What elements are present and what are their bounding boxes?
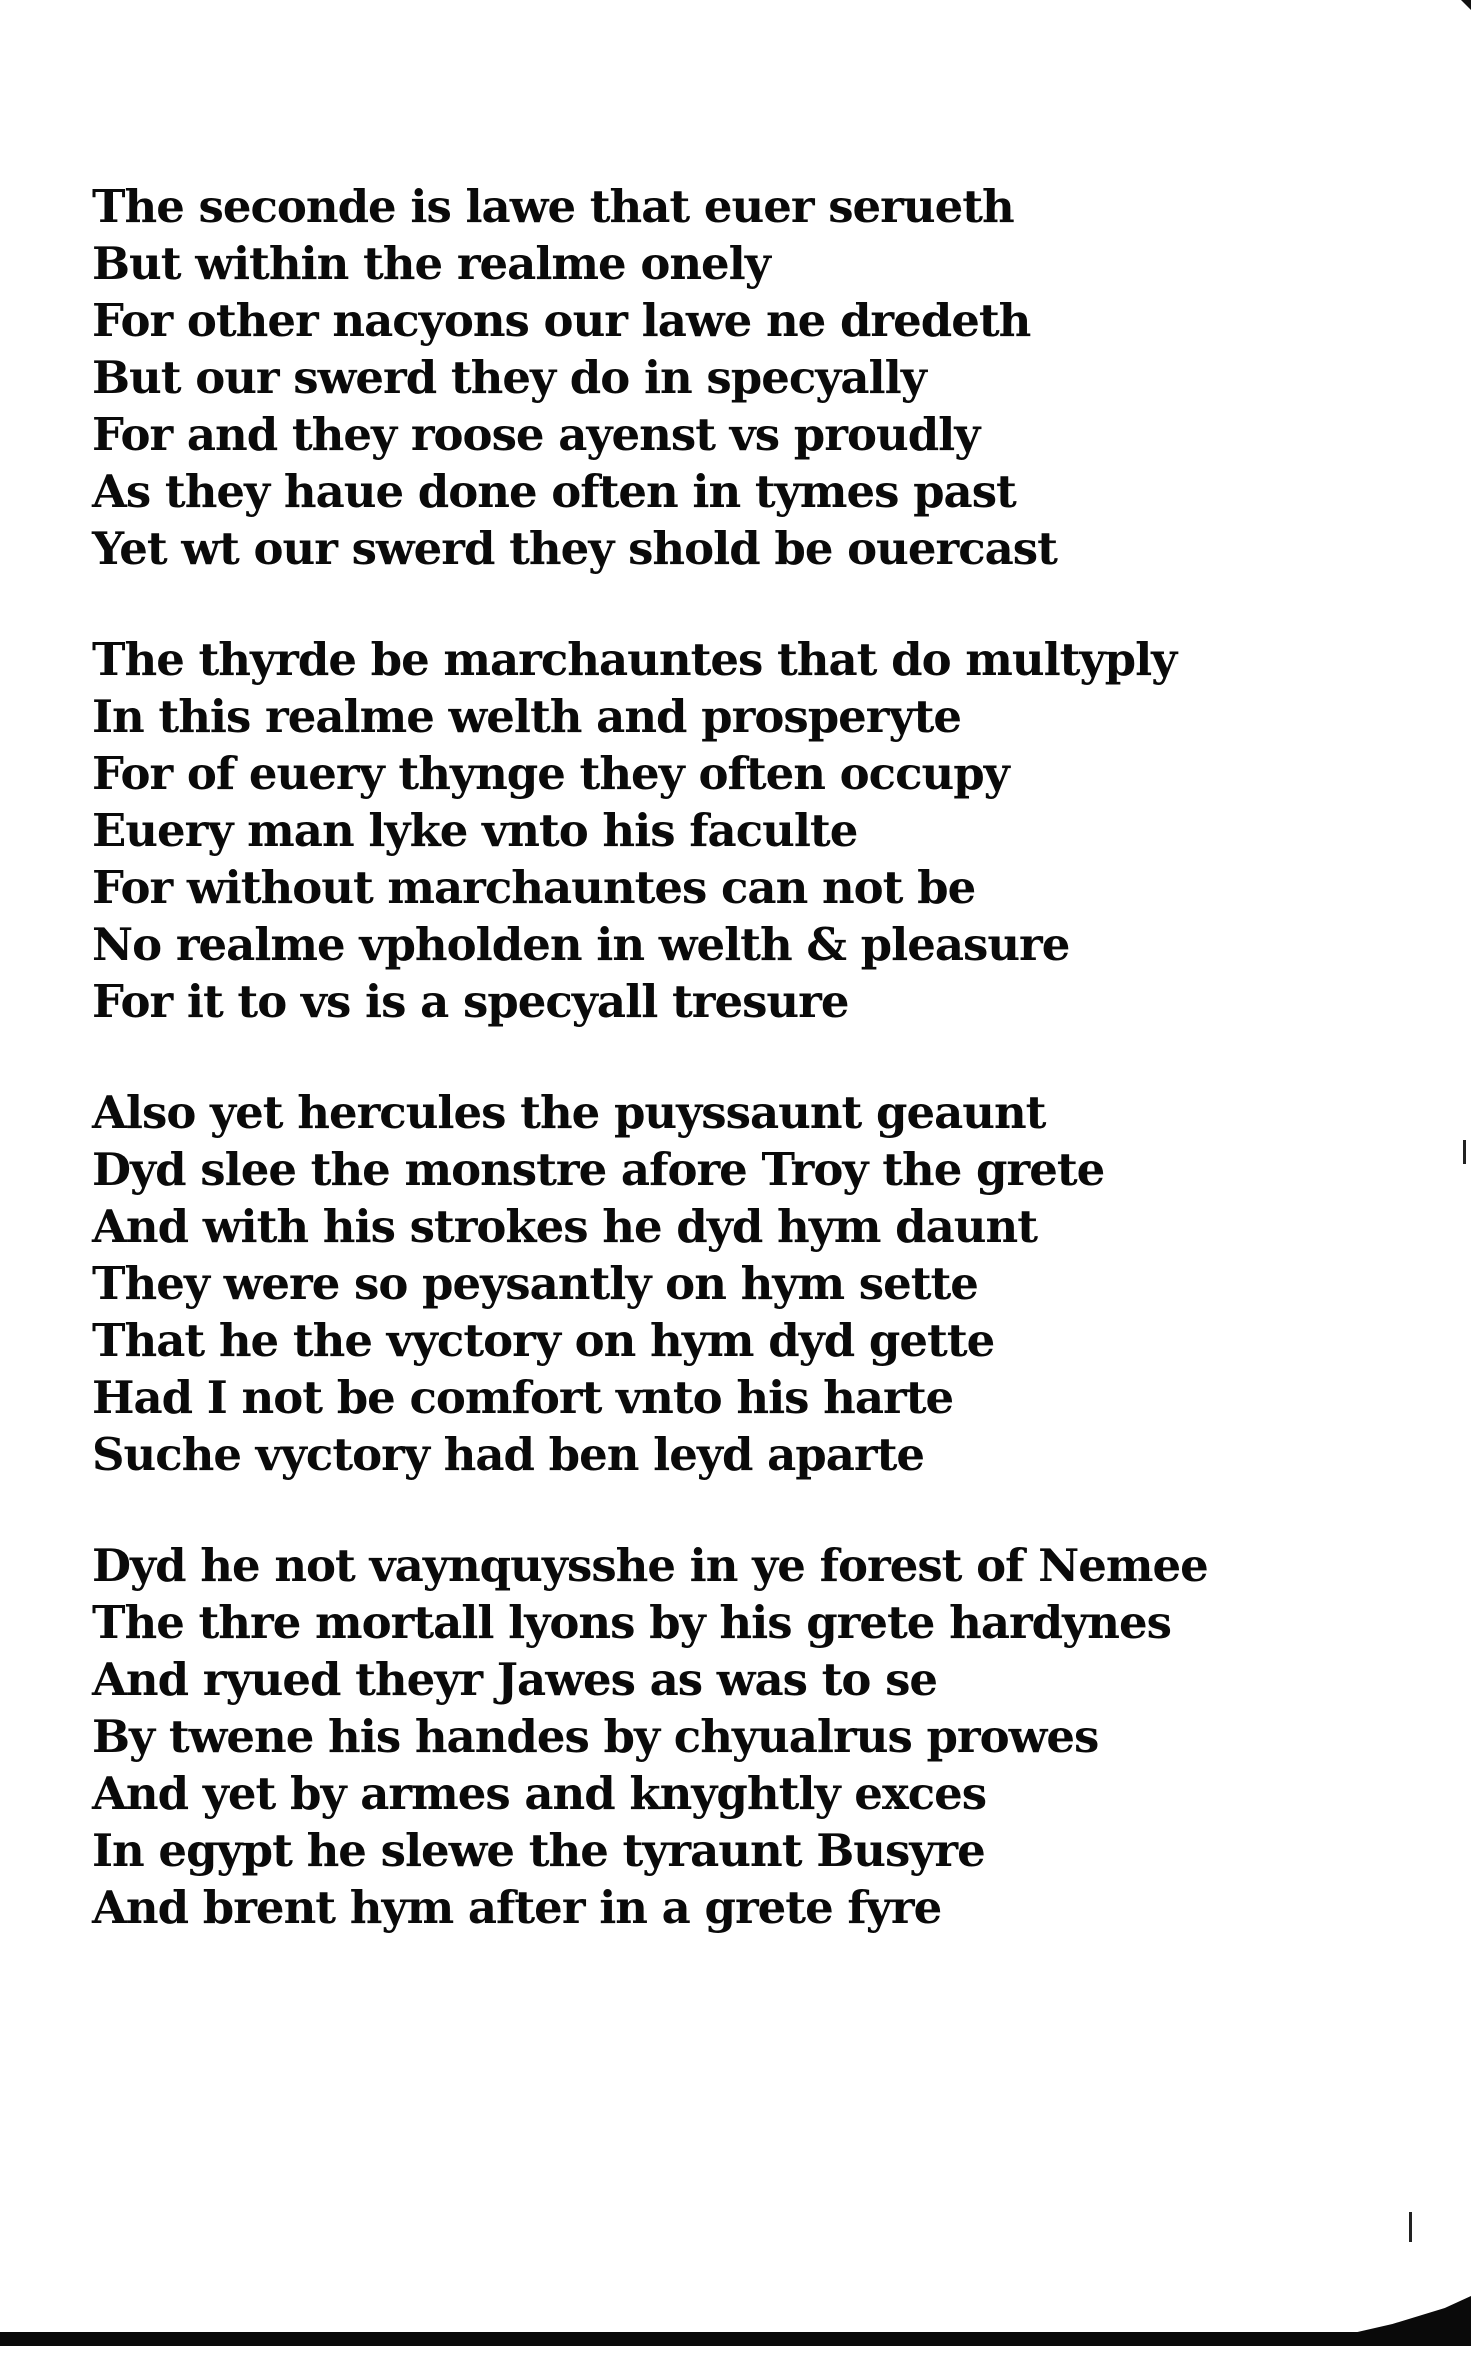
- scan-bottom-edge: [0, 2332, 1471, 2346]
- verse-line: For it to vs is a specyall tresure: [92, 975, 849, 1028]
- verse-line: For without marchauntes can not be: [92, 861, 976, 914]
- verse-line: Also yet hercules the puyssaunt geaunt: [92, 1086, 1046, 1139]
- verse-line: Suche vyctory had ben leyd aparte: [92, 1428, 925, 1481]
- verse-line: In this realme welth and prosperyte: [92, 690, 962, 743]
- verse-line: For of euery thynge they often occupy: [92, 747, 1009, 800]
- stanza-1: [92, 178, 1212, 577]
- verse-line: But within the realme onely: [92, 237, 770, 290]
- scan-edge-shadow: [1340, 2296, 1471, 2336]
- verse-line: They were so peysantly on hym sette: [92, 1257, 978, 1310]
- verse-line: For and they roose ayenst vs proudly: [92, 408, 980, 461]
- verse-line: Dyd slee the monstre afore Troy the grete: [92, 1143, 1105, 1196]
- verse-line: But our swerd they do in specyally: [92, 351, 926, 404]
- verse-line: The seconde is lawe that euer serueth: [92, 180, 1014, 233]
- verse-line: Euery man lyke vnto his faculte: [92, 804, 858, 857]
- verse-line: Had I not be comfort vnto his harte: [92, 1371, 954, 1424]
- stanza-4: [92, 1537, 1212, 1936]
- verse-line: By twene his handes by chyualrus prowes: [92, 1710, 1099, 1763]
- verse-line: And ryued theyr Jawes as was to se: [92, 1653, 938, 1706]
- verse-line: And brent hym after in a grete fyre: [92, 1881, 942, 1934]
- stanza-3: [92, 1084, 1212, 1483]
- verse-line: In egypt he slewe the tyraunt Busyre: [92, 1824, 985, 1877]
- verse-line: And with his strokes he dyd hym daunt: [92, 1200, 1037, 1253]
- verse-line: For other nacyons our lawe ne dredeth: [92, 294, 1031, 347]
- verse-line: And yet by armes and knyghtly exces: [92, 1767, 987, 1820]
- margin-mark: [1409, 2212, 1412, 2242]
- verse-line: The thyrde be marchauntes that do multyply: [92, 633, 1177, 686]
- verse-line: That he the vyctory on hym dyd gette: [92, 1314, 995, 1367]
- page-edge-mark: [1461, 0, 1471, 10]
- poem-text: [92, 178, 1212, 1990]
- verse-line: The thre mortall lyons by his grete hardynes: [92, 1596, 1171, 1649]
- verse-line: As they haue done often in tymes past: [92, 465, 1016, 518]
- margin-mark: [1463, 1140, 1466, 1164]
- stanza-2: [92, 631, 1212, 1030]
- verse-line: Dyd he not vaynquysshe in ye forest of Nemee: [92, 1539, 1208, 1592]
- verse-line: Yet wt our swerd they shold be ouercast: [92, 522, 1057, 575]
- verse-line: No realme vpholden in welth & pleasure: [92, 918, 1070, 971]
